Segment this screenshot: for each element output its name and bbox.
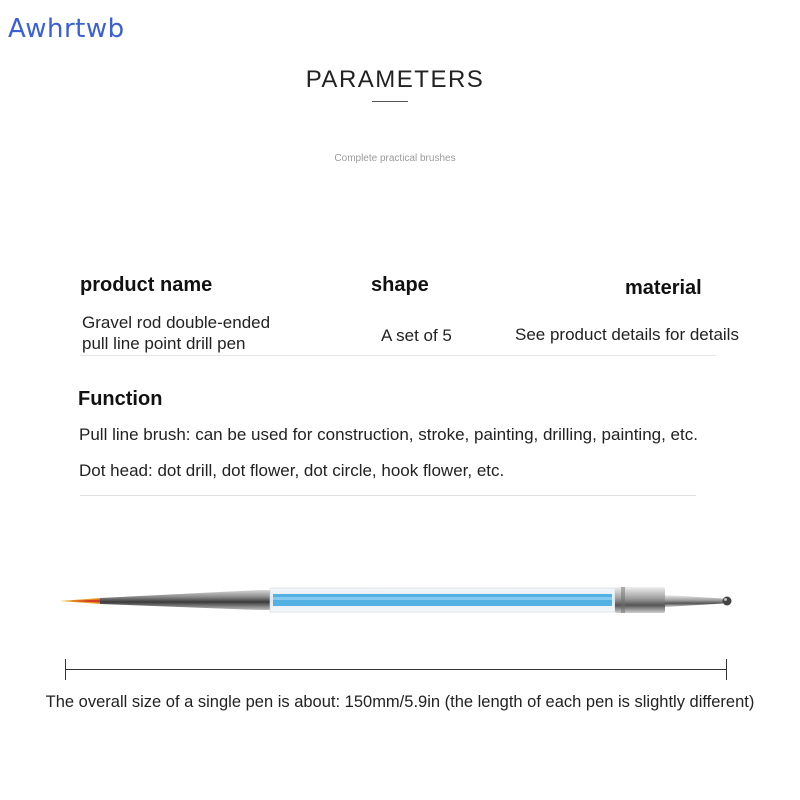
header-shape: shape — [371, 274, 429, 296]
function-line-1: Pull line brush: can be used for construction, stroke, painting, drilling, painting, etc. — [79, 425, 698, 444]
value-material: See product details for details — [515, 325, 739, 344]
stylus-shaft — [665, 595, 723, 607]
dimension-tick-left — [65, 659, 66, 680]
size-note: The overall size of a single pen is about: 150mm/5.9in (the length of each pen is slightly different) — [45, 693, 755, 711]
pen-illustration — [55, 560, 755, 640]
value-shape: A set of 5 — [381, 326, 452, 345]
value-product-name — [82, 312, 312, 354]
dimension-tick-right — [726, 659, 727, 680]
header-product-name: product name — [80, 274, 213, 296]
dotting-ball — [723, 597, 732, 606]
end-cap-ring — [621, 587, 625, 613]
page-title: PARAMETERS — [305, 66, 485, 93]
header-material: material — [625, 277, 702, 299]
watermark-text: Awhrtwb — [8, 14, 125, 44]
title-underline — [372, 101, 408, 102]
value-product-name-line1: Gravel rod double-ended — [82, 313, 271, 332]
function-line-2: Dot head: dot drill, dot flower, dot circle, hook flower, etc. — [79, 461, 505, 480]
ferrule — [100, 590, 270, 610]
page-subtitle: Complete practical brushes — [334, 153, 456, 164]
function-title: Function — [78, 388, 163, 410]
dimension-line — [66, 669, 727, 670]
function-divider — [80, 495, 696, 496]
barrel-glitter-highlight — [273, 597, 612, 600]
table-divider — [80, 355, 716, 356]
value-product-name-line2: pull line point drill pen — [82, 334, 246, 353]
